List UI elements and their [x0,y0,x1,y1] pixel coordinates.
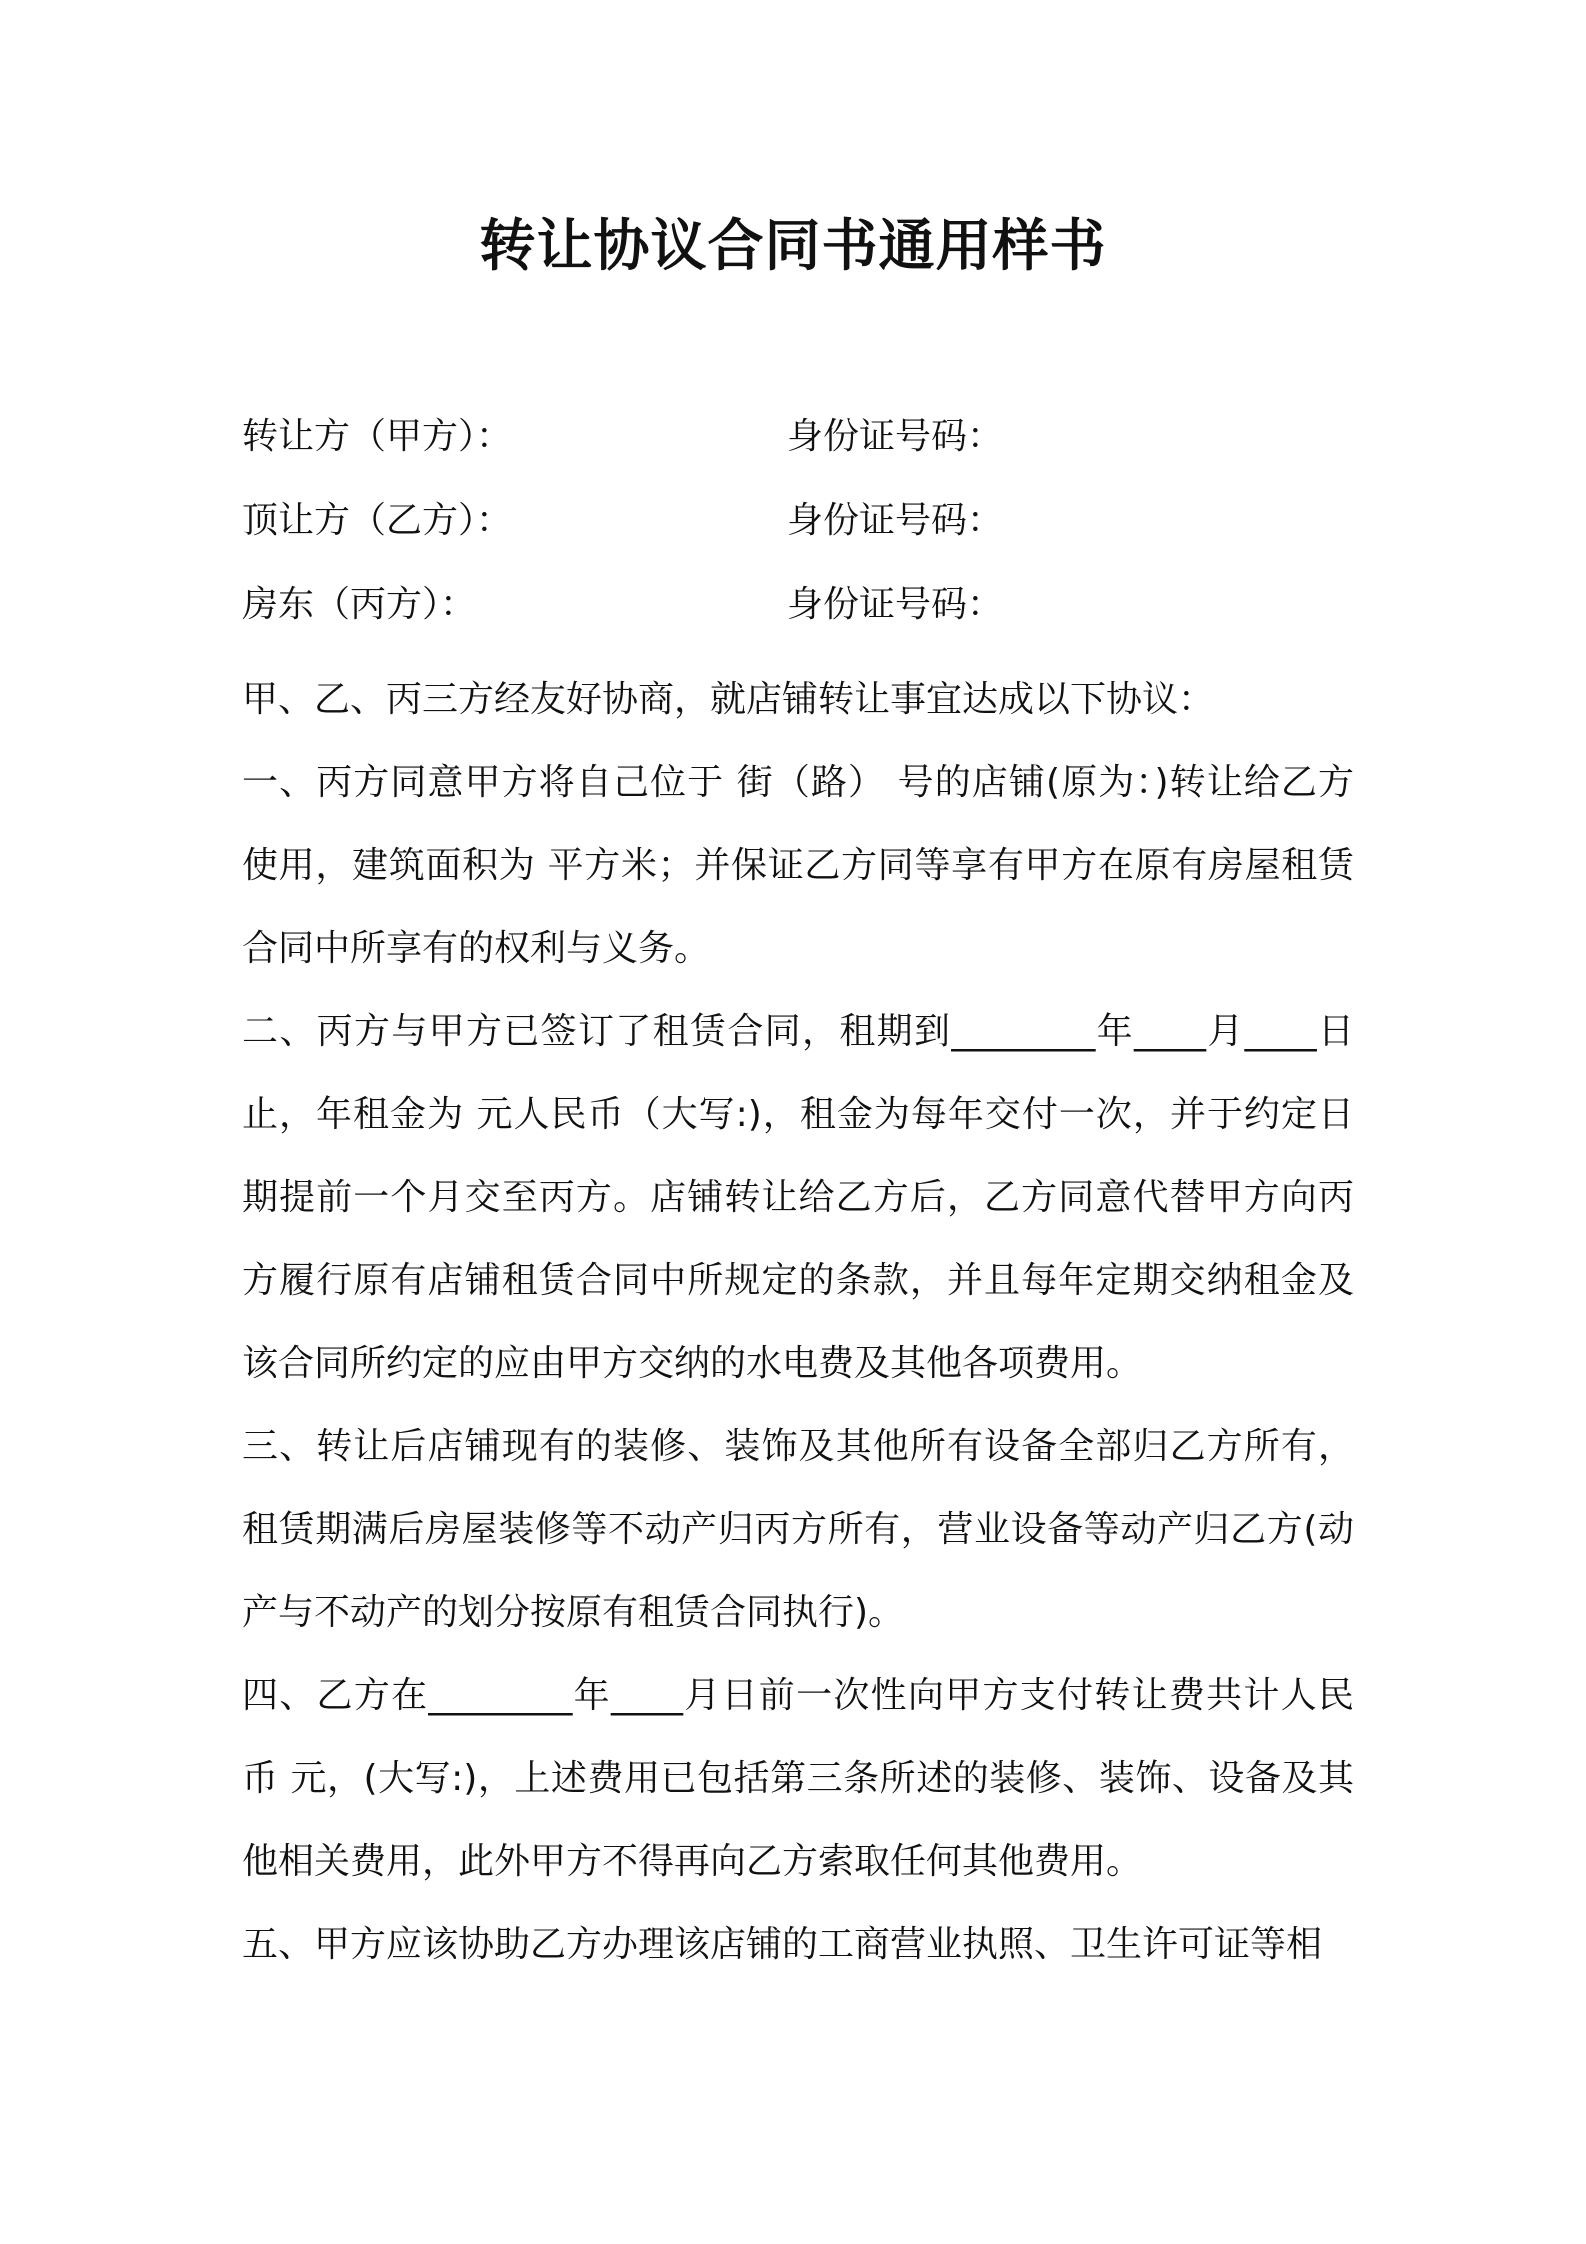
intro-paragraph: 甲、乙、丙三方经友好协商，就店铺转让事宜达成以下协议： [242,679,1215,720]
party-row-landlord [242,575,1352,635]
party-row-transferor [242,407,1352,467]
id-number-label: 身份证号码： [787,416,1004,457]
id-number-label: 身份证号码： [787,584,1004,625]
id-number-label: 身份证号码： [787,500,1004,541]
contract-body [242,658,1354,1986]
clause-3: 三、转让后店铺现有的装修、装饰及其他所有设备全部归乙方所有，租赁期满后房屋装修等不动产归丙方所有，营业设备等动产归乙方(动产与不动产的划分按原有租赁合同执行)。 [242,1426,1354,1633]
party-label: 顶让方（乙方）： [242,500,513,541]
clause-1: 一、丙方同意甲方将自己位于 街（路） 号的店铺(原为：)转让给乙方使用，建筑面积为 平方米；并保证乙方同等享有甲方在原有房屋租赁合同中所享有的权利与义务。 [242,762,1354,969]
page-title: 转让协议合同书通用样书 [479,214,1107,279]
party-row-transferee [242,491,1352,551]
clause-4: 四、乙方在________年____月日前一次性向甲方支付转让费共计人民币 元，(大写:)，上述费用已包括第三条所述的装修、装饰、设备及其他相关费用，此外甲方不得再向乙方索取任何其他费用。 [242,1675,1354,1882]
party-label: 房东（丙方）： [242,584,477,625]
party-label: 转让方（甲方）： [242,416,513,457]
clause-2: 二、丙方与甲方已签订了租赁合同，租期到________年____月____日止，年租金为 元人民币（大写:)，租金为每年交付一次，并于约定日期提前一个月交至丙方。店铺转让给乙方后，乙方同意代替甲方向丙方履行原有店铺租赁合同中所规定的条款，并且每年定期交纳租金及该合同所约定的应由甲方交纳的水电费及其他各项费用。 [242,1011,1354,1384]
clause-5: 五、甲方应该协助乙方办理该店铺的工商营业执照、卫生许可证等相 [242,1924,1323,1965]
